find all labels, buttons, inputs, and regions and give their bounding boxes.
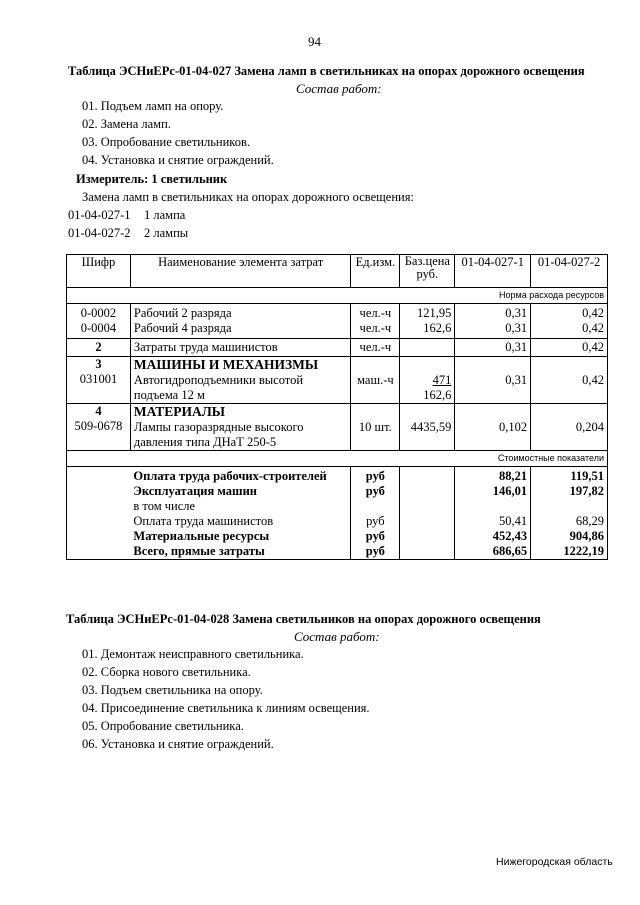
cost-unit: руб <box>351 514 400 529</box>
table1-variant-1-code: 01-04-027-1 <box>68 208 131 222</box>
row-name-line2: давления типа ДНаТ 250-5 <box>133 435 277 449</box>
materials-code-cell <box>67 404 131 451</box>
norm-label: Норма расхода ресурсов <box>455 288 608 304</box>
cost-name: Оплата труда машинистов <box>133 514 274 528</box>
table-row <box>67 321 608 339</box>
cost-value-2: 197,82 <box>531 484 608 499</box>
row-price: 121,95 <box>400 304 455 322</box>
table2-step-4: 04. Присоединение светильника к линиям освещения. <box>82 701 370 715</box>
cost-value-1: 452,43 <box>455 529 531 544</box>
row-unit: чел.-ч <box>351 321 400 339</box>
materials-section-no: 4 <box>95 404 102 418</box>
footer-region: Нижегородская область <box>496 856 613 868</box>
row-value-1: 0,31 <box>455 339 531 357</box>
cost-value-2: 1222,19 <box>531 544 608 560</box>
row-unit: 10 шт. <box>351 404 400 451</box>
table2-composition-heading: Состав работ: <box>294 629 380 644</box>
materials-section-title: МАТЕРИАЛЫ <box>133 404 226 419</box>
row-code: 2 <box>67 339 131 357</box>
row-code: 031001 <box>79 372 118 386</box>
cost-row <box>67 467 608 485</box>
table2-step-5: 05. Опробование светильника. <box>82 719 244 733</box>
row-code: 0-0002 <box>67 304 131 322</box>
cost-unit: руб <box>351 529 400 544</box>
table1-composition-heading: Состав работ: <box>296 81 382 96</box>
row-name: Рабочий 4 разряда <box>130 321 350 339</box>
table-header-row <box>67 255 608 288</box>
table1-step-2: 02. Замена ламп. <box>82 117 171 131</box>
cost-unit: руб <box>351 484 400 499</box>
norm-label-row <box>67 288 608 304</box>
cost-value-1: 686,65 <box>455 544 531 560</box>
cost-name: Материальные ресурсы <box>133 529 270 543</box>
header-col2: 01-04-027-2 <box>531 255 608 288</box>
machines-name-cell <box>130 357 350 404</box>
cost-row <box>67 499 608 514</box>
table1-variant-2-code: 01-04-027-2 <box>68 226 131 240</box>
row-name: Рабочий 2 разряда <box>130 304 350 322</box>
header-code: Шифр <box>67 255 131 288</box>
row-name-line1: Лампы газоразрядные высокого <box>133 420 304 434</box>
machines-section-no: 3 <box>95 357 102 371</box>
table2-title: Таблица ЭСНиЕРс-01-04-028 Замена светильников на опорах дорожного освещения <box>66 612 541 626</box>
row-name-line2: подъема 12 м <box>133 388 205 402</box>
machines-price-cell <box>400 357 455 404</box>
cost-row <box>67 544 608 560</box>
row-value-1: 0,31 <box>455 321 531 339</box>
cost-unit: руб <box>351 544 400 560</box>
cost-value-1: 146,01 <box>455 484 531 499</box>
header-name: Наименование элемента затрат <box>130 255 350 288</box>
row-price-bottom: 162,6 <box>423 388 452 402</box>
row-value-2: 0,42 <box>531 357 608 404</box>
table2-step-6: 06. Установка и снятие ограждений. <box>82 737 274 751</box>
row-price: 4435,59 <box>400 404 455 451</box>
row-code: 509-0678 <box>74 419 123 433</box>
row-value-1: 0,102 <box>455 404 531 451</box>
cost-name: Оплата труда рабочих-строителей <box>133 469 327 483</box>
header-price <box>400 255 455 288</box>
table1-step-4: 04. Установка и снятие ограждений. <box>82 153 274 167</box>
table1-meter: Измеритель: 1 светильник <box>76 172 228 186</box>
cost-row <box>67 514 608 529</box>
cost-label: Стоимостные показатели <box>455 451 608 467</box>
row-value-1: 0,31 <box>455 304 531 322</box>
row-code: 0-0004 <box>67 321 131 339</box>
header-price-line2: руб. <box>416 267 439 281</box>
table-row <box>67 357 608 404</box>
table-row <box>67 304 608 322</box>
header-col1: 01-04-027-1 <box>455 255 531 288</box>
cost-name: Всего, прямые затраты <box>130 544 350 560</box>
row-name-line1: Автогидроподъемники высотой <box>133 373 304 387</box>
row-price-top: 471 <box>432 373 452 387</box>
table2-step-1: 01. Демонтаж неисправного светильника. <box>82 647 304 661</box>
table-row <box>67 404 608 451</box>
table1-step-3: 03. Опробование светильников. <box>82 135 251 149</box>
row-name: Затраты труда машинистов <box>130 339 350 357</box>
row-value-2: 0,42 <box>531 321 608 339</box>
table2-step-3: 03. Подъем светильника на опору. <box>82 683 263 697</box>
cost-name: Эксплуатация машин <box>133 484 258 498</box>
table1-title: Таблица ЭСНиЕРс-01-04-027 Замена ламп в светильниках на опорах дорожного освещения <box>68 64 585 78</box>
row-unit: маш.-ч <box>351 357 400 404</box>
table1-variant-2-text: 2 лампы <box>144 226 189 240</box>
page-number: 94 <box>308 34 321 49</box>
cost-unit: руб <box>351 467 400 485</box>
table1-step-1: 01. Подъем ламп на опору. <box>82 99 224 113</box>
row-value-1: 0,31 <box>455 357 531 404</box>
cost-name: в том числе <box>133 499 196 513</box>
row-value-2: 0,204 <box>531 404 608 451</box>
cost-value-1: 88,21 <box>455 467 531 485</box>
cost-label-row <box>67 451 608 467</box>
table-row <box>67 339 608 357</box>
row-unit: чел.-ч <box>351 339 400 357</box>
cost-value-2: 904,86 <box>531 529 608 544</box>
cost-value-1: 50,41 <box>455 514 531 529</box>
row-price: 162,6 <box>400 321 455 339</box>
row-value-2: 0,42 <box>531 304 608 322</box>
cost-row <box>67 529 608 544</box>
resource-table <box>66 254 608 560</box>
table1-variant-1-text: 1 лампа <box>144 208 186 222</box>
table1-description: Замена ламп в светильниках на опорах дорожного освещения: <box>82 190 414 204</box>
header-price-line1: Баз.цена <box>404 254 450 268</box>
materials-name-cell <box>130 404 350 451</box>
cost-row <box>67 484 608 499</box>
cost-value-2: 119,51 <box>531 467 608 485</box>
table2-step-2: 02. Сборка нового светильника. <box>82 665 251 679</box>
row-value-2: 0,42 <box>531 339 608 357</box>
cost-value-2: 68,29 <box>531 514 608 529</box>
header-unit: Ед.изм. <box>351 255 400 288</box>
row-unit: чел.-ч <box>351 304 400 322</box>
machines-section-title: МАШИНЫ И МЕХАНИЗМЫ <box>133 357 319 372</box>
machines-code-cell <box>67 357 131 404</box>
